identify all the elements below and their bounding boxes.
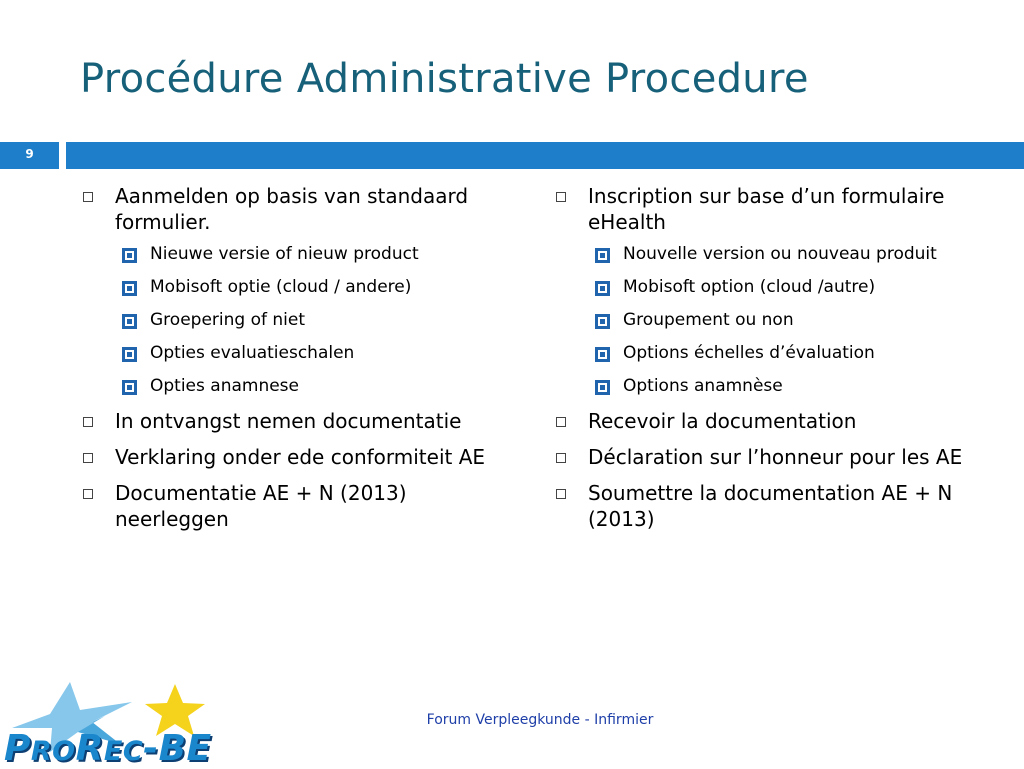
list-item-text: Recevoir la documentation [588, 409, 857, 433]
hollow-square-bullet-icon [83, 489, 93, 499]
filled-square-bullet-icon [595, 314, 610, 329]
slide-number-band [0, 142, 1024, 169]
list-item-text: Documentatie AE + N (2013) neerleggen [115, 481, 407, 531]
list-item [553, 444, 983, 470]
header-bar [66, 142, 1024, 169]
hollow-square-bullet-icon [83, 192, 93, 202]
filled-square-bullet-icon [122, 380, 137, 395]
hollow-square-bullet-icon [556, 489, 566, 499]
list-item [80, 444, 500, 470]
list-item-text: Aanmelden op basis van standaard formulier. [115, 184, 469, 234]
list-item [80, 480, 500, 532]
list-item [80, 183, 500, 235]
left-column [80, 183, 500, 542]
filled-square-bullet-icon [595, 380, 610, 395]
filled-square-bullet-icon [122, 281, 137, 296]
filled-square-bullet-icon [122, 248, 137, 263]
slide-number: 9 [0, 142, 59, 169]
list-item-text: Soumettre la documentation AE + N (2013) [588, 481, 953, 531]
sub-list-item: Mobisoft option (cloud /autre) [553, 276, 983, 298]
hollow-square-bullet-icon [83, 453, 93, 463]
sub-list-item: Options échelles d’évaluation [553, 342, 983, 364]
sub-list-item: Groupement ou non [553, 309, 983, 331]
filled-square-bullet-icon [595, 281, 610, 296]
footer-text: Forum Verpleegkunde - Infirmier [426, 712, 654, 728]
prorec-logo-text: PROREC-BE [4, 728, 212, 769]
hollow-square-bullet-icon [556, 192, 566, 202]
hollow-square-bullet-icon [83, 417, 93, 427]
list-item-text: Inscription sur base d’un formulaire eHealth [588, 184, 945, 234]
list-item-text: Déclaration sur l’honneur pour les AE [588, 445, 963, 469]
filled-square-bullet-icon [122, 314, 137, 329]
sub-list-item: Options anamnèse [553, 375, 983, 397]
sub-list-item: Mobisoft optie (cloud / andere) [80, 276, 500, 298]
sub-list-item: Nieuwe versie of nieuw product [80, 243, 500, 265]
sub-list-item: Opties evaluatieschalen [80, 342, 500, 364]
slide-title: Procédure Administrative Procedure [80, 56, 809, 102]
list-item [553, 480, 983, 532]
sub-list-item: Opties anamnese [80, 375, 500, 397]
right-column [553, 183, 983, 542]
filled-square-bullet-icon [595, 347, 610, 362]
sub-list-item: Groepering of niet [80, 309, 500, 331]
sub-list-item: Nouvelle version ou nouveau produit [553, 243, 983, 265]
sub-list [80, 243, 500, 397]
list-item [553, 183, 983, 235]
hollow-square-bullet-icon [556, 417, 566, 427]
list-item-text: Verklaring onder ede conformiteit AE [115, 445, 486, 469]
list-item [80, 408, 500, 434]
filled-square-bullet-icon [122, 347, 137, 362]
filled-square-bullet-icon [595, 248, 610, 263]
sub-list [553, 243, 983, 397]
list-item [553, 408, 983, 434]
hollow-square-bullet-icon [556, 453, 566, 463]
list-item-text: In ontvangst nemen documentatie [115, 409, 462, 433]
